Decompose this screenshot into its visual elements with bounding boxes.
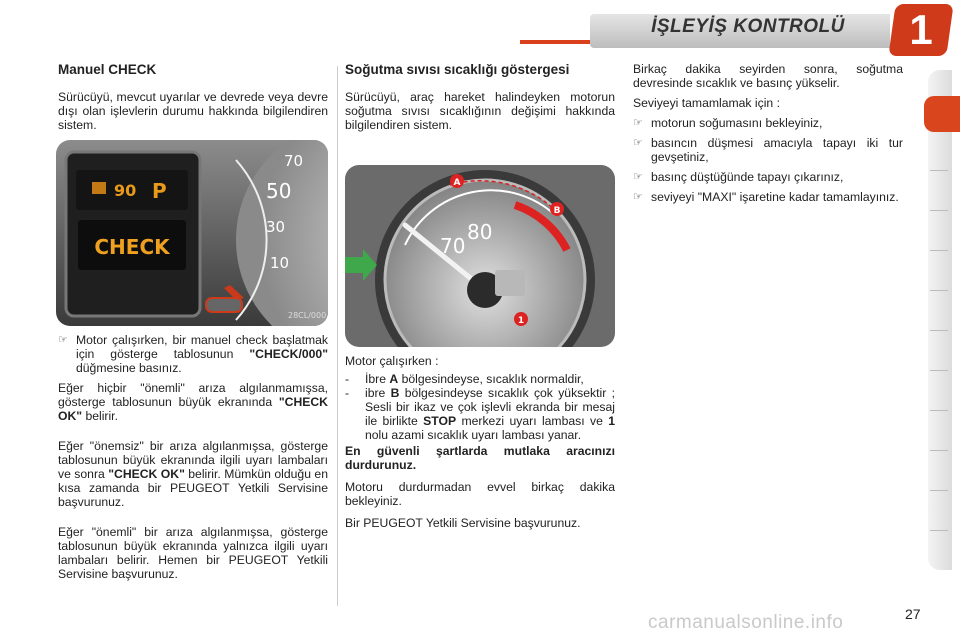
refill-step (633, 136, 903, 164)
zone-label: B (390, 386, 400, 400)
zone-a-item: - İbre A bölgesindeyse, sıcaklık normaldir, (345, 372, 584, 386)
chapter-tab-rail (928, 70, 952, 570)
zone-b-item: - ibre B bölgesindeyse sıcaklık çok yüksektir ; Sesli bir ikaz ve çok işlevli ekranda bir mesaj ile birlikte STOP merkezi uyarı lambası ve 1 nolu azami sıcaklık uyarı lambası yanar. (345, 386, 616, 442)
paragraph: Motoru durdurmadan evvel birkaç dakika bekleyiniz. (345, 480, 615, 508)
paragraph-text: belirir. (82, 409, 118, 423)
section-heading: Manuel CHECK (58, 62, 157, 77)
coolant-temperature-details (345, 354, 615, 538)
rail-tick (930, 450, 948, 451)
refill-step (633, 116, 903, 130)
rail-tick (930, 290, 948, 291)
item-text: İbre (365, 372, 390, 386)
item-text: bölgesindeyse sıcaklık çok yüksektir ; Sesli bir ikaz ve çok işlevli ekranda bir mesaj ile birlikte (365, 386, 615, 428)
bullet-item (58, 333, 328, 375)
chapter-number: 1 (909, 6, 933, 53)
stop-warning: En güvenli şartlarda mutlaka aracınızı durdurunuz. (345, 444, 615, 472)
paragraph: Bir PEUGEOT Yetkili Servisine başvurunuz. (345, 516, 581, 530)
header-accent-stripe (520, 40, 590, 44)
rail-tick (930, 330, 948, 331)
pointing-hand-icon: ☞ (633, 191, 643, 203)
bullet-text: Motor çalışırken, bir manuel check başlatmak için gösterge tablosunun (76, 333, 328, 361)
warning-lamp-number: 1 (608, 414, 616, 428)
section-heading: Soğutma sıvısı sıcaklığı göstergesi (345, 62, 570, 77)
paragraph: Birkaç dakika seyirden sonra, soğutma devresinde sıcaklık ve basınç yükselir. (633, 62, 903, 90)
pointing-hand-icon: ☞ (58, 334, 68, 346)
check-display-text: CHECK (94, 235, 170, 259)
speed-label: 30 (266, 218, 286, 236)
diagram-code: 28CL/000 (288, 311, 327, 320)
refill-step (633, 170, 903, 184)
instrument-panel-check-illustration (56, 140, 328, 326)
intro-text: Sürücüyü, mevcut uyarılar ve devrede veya devre dışı olan işlevlerin durumu hakkında bilgilendiren sistem. (58, 90, 328, 132)
bullet-text: düğmesine basınız. (76, 361, 182, 375)
step-text: motorun soğumasını bekleyiniz, (651, 116, 823, 130)
item-text: nolu azami sıcaklık uyarı lambası yanar. (365, 428, 582, 442)
gauge-label: 80 (467, 220, 493, 244)
gauge-label: 70 (440, 234, 466, 258)
item-text: merkezi uyarı lambası ve (456, 414, 609, 428)
refill-step (633, 190, 903, 204)
gear-indicator: P (152, 179, 167, 203)
temperature-readout: 90 (114, 181, 137, 200)
page-header (0, 0, 960, 62)
manual-check-section (58, 62, 328, 140)
item-text: ibre (365, 386, 391, 400)
paragraph: Eğer "önemli" bir arıza algılanmışsa, gösterge tablosunun büyük ekranında yalnızca ilgili uyarı lambaları belirir. Hemen bir PEUGEOT Yetkili Servisine başvurunuz. (58, 525, 328, 581)
pointing-hand-icon: ☞ (633, 137, 643, 149)
pointing-hand-icon: ☞ (633, 171, 643, 183)
manual-check-instructions (58, 333, 328, 589)
zone-label: A (389, 372, 399, 386)
paragraph-text: Eğer "önemsiz" bir arıza algılanmışsa, gösterge tablosunun büyük ekranında ilgili uyarı lambaları ve sonra (58, 439, 328, 481)
speed-label: 50 (266, 179, 292, 203)
column-divider (337, 66, 338, 606)
check-button-highlight (206, 298, 242, 312)
svg-text:A: A (453, 178, 461, 188)
rail-tick (930, 250, 948, 251)
rail-tick (930, 210, 948, 211)
pointing-hand-icon: ☞ (633, 117, 643, 129)
paragraph: Motor çalışırken : (345, 354, 439, 368)
intro-text: Sürücüyü, araç hareket halindeyken motorun soğutma sıvısı sıcaklığının değişimi hakkında bilgilendiren sistem. (345, 90, 615, 132)
step-text: basıncın düşmesi amacıyla tapayı iki tur gevşetiniz, (651, 136, 903, 164)
coolant-refill-section (633, 62, 903, 210)
speed-label: 70 (284, 152, 304, 170)
stop-label: STOP (423, 414, 457, 428)
paragraph (58, 381, 328, 423)
rail-tick (930, 170, 948, 171)
check-button-label: "CHECK/000" (249, 347, 328, 361)
check-ok-label: "CHECK OK" (58, 395, 328, 423)
svg-text:B: B (553, 206, 561, 216)
speed-label: 10 (270, 254, 290, 272)
item-text: bölgesindeyse, sıcaklık normaldir, (398, 372, 584, 386)
paragraph (58, 439, 328, 509)
rail-tick (930, 490, 948, 491)
rail-tick (930, 370, 948, 371)
paragraph-text: Eğer hiçbir "önemli" arıza algılanmamışsa, gösterge tablosunun büyük ekranında (58, 381, 328, 409)
chapter-tab-active[interactable] (924, 96, 960, 132)
step-text: seviyeyi "MAXI" işaretine kadar tamamlayınız. (651, 190, 899, 204)
check-ok-label: "CHECK OK" (108, 467, 185, 481)
coolant-gauge-illustration (345, 165, 615, 347)
rail-tick (930, 410, 948, 411)
step-text: basınç düştüğünde tapayı çıkarınız, (651, 170, 844, 184)
page-title: İŞLEYİŞ KONTROLÜ (651, 16, 845, 37)
coolant-temperature-section (345, 62, 615, 140)
rail-tick (930, 530, 948, 531)
paragraph-text: belirir. Mümkün olduğu en kısa zamanda bir PEUGEOT Yetkili Servisine başvurunuz. (58, 467, 328, 509)
paragraph: Seviyeyi tamamlamak için : (633, 96, 780, 110)
watermark: carmanualsonline.info (648, 612, 844, 633)
page-number: 27 (905, 606, 921, 622)
svg-text:1: 1 (517, 316, 525, 326)
